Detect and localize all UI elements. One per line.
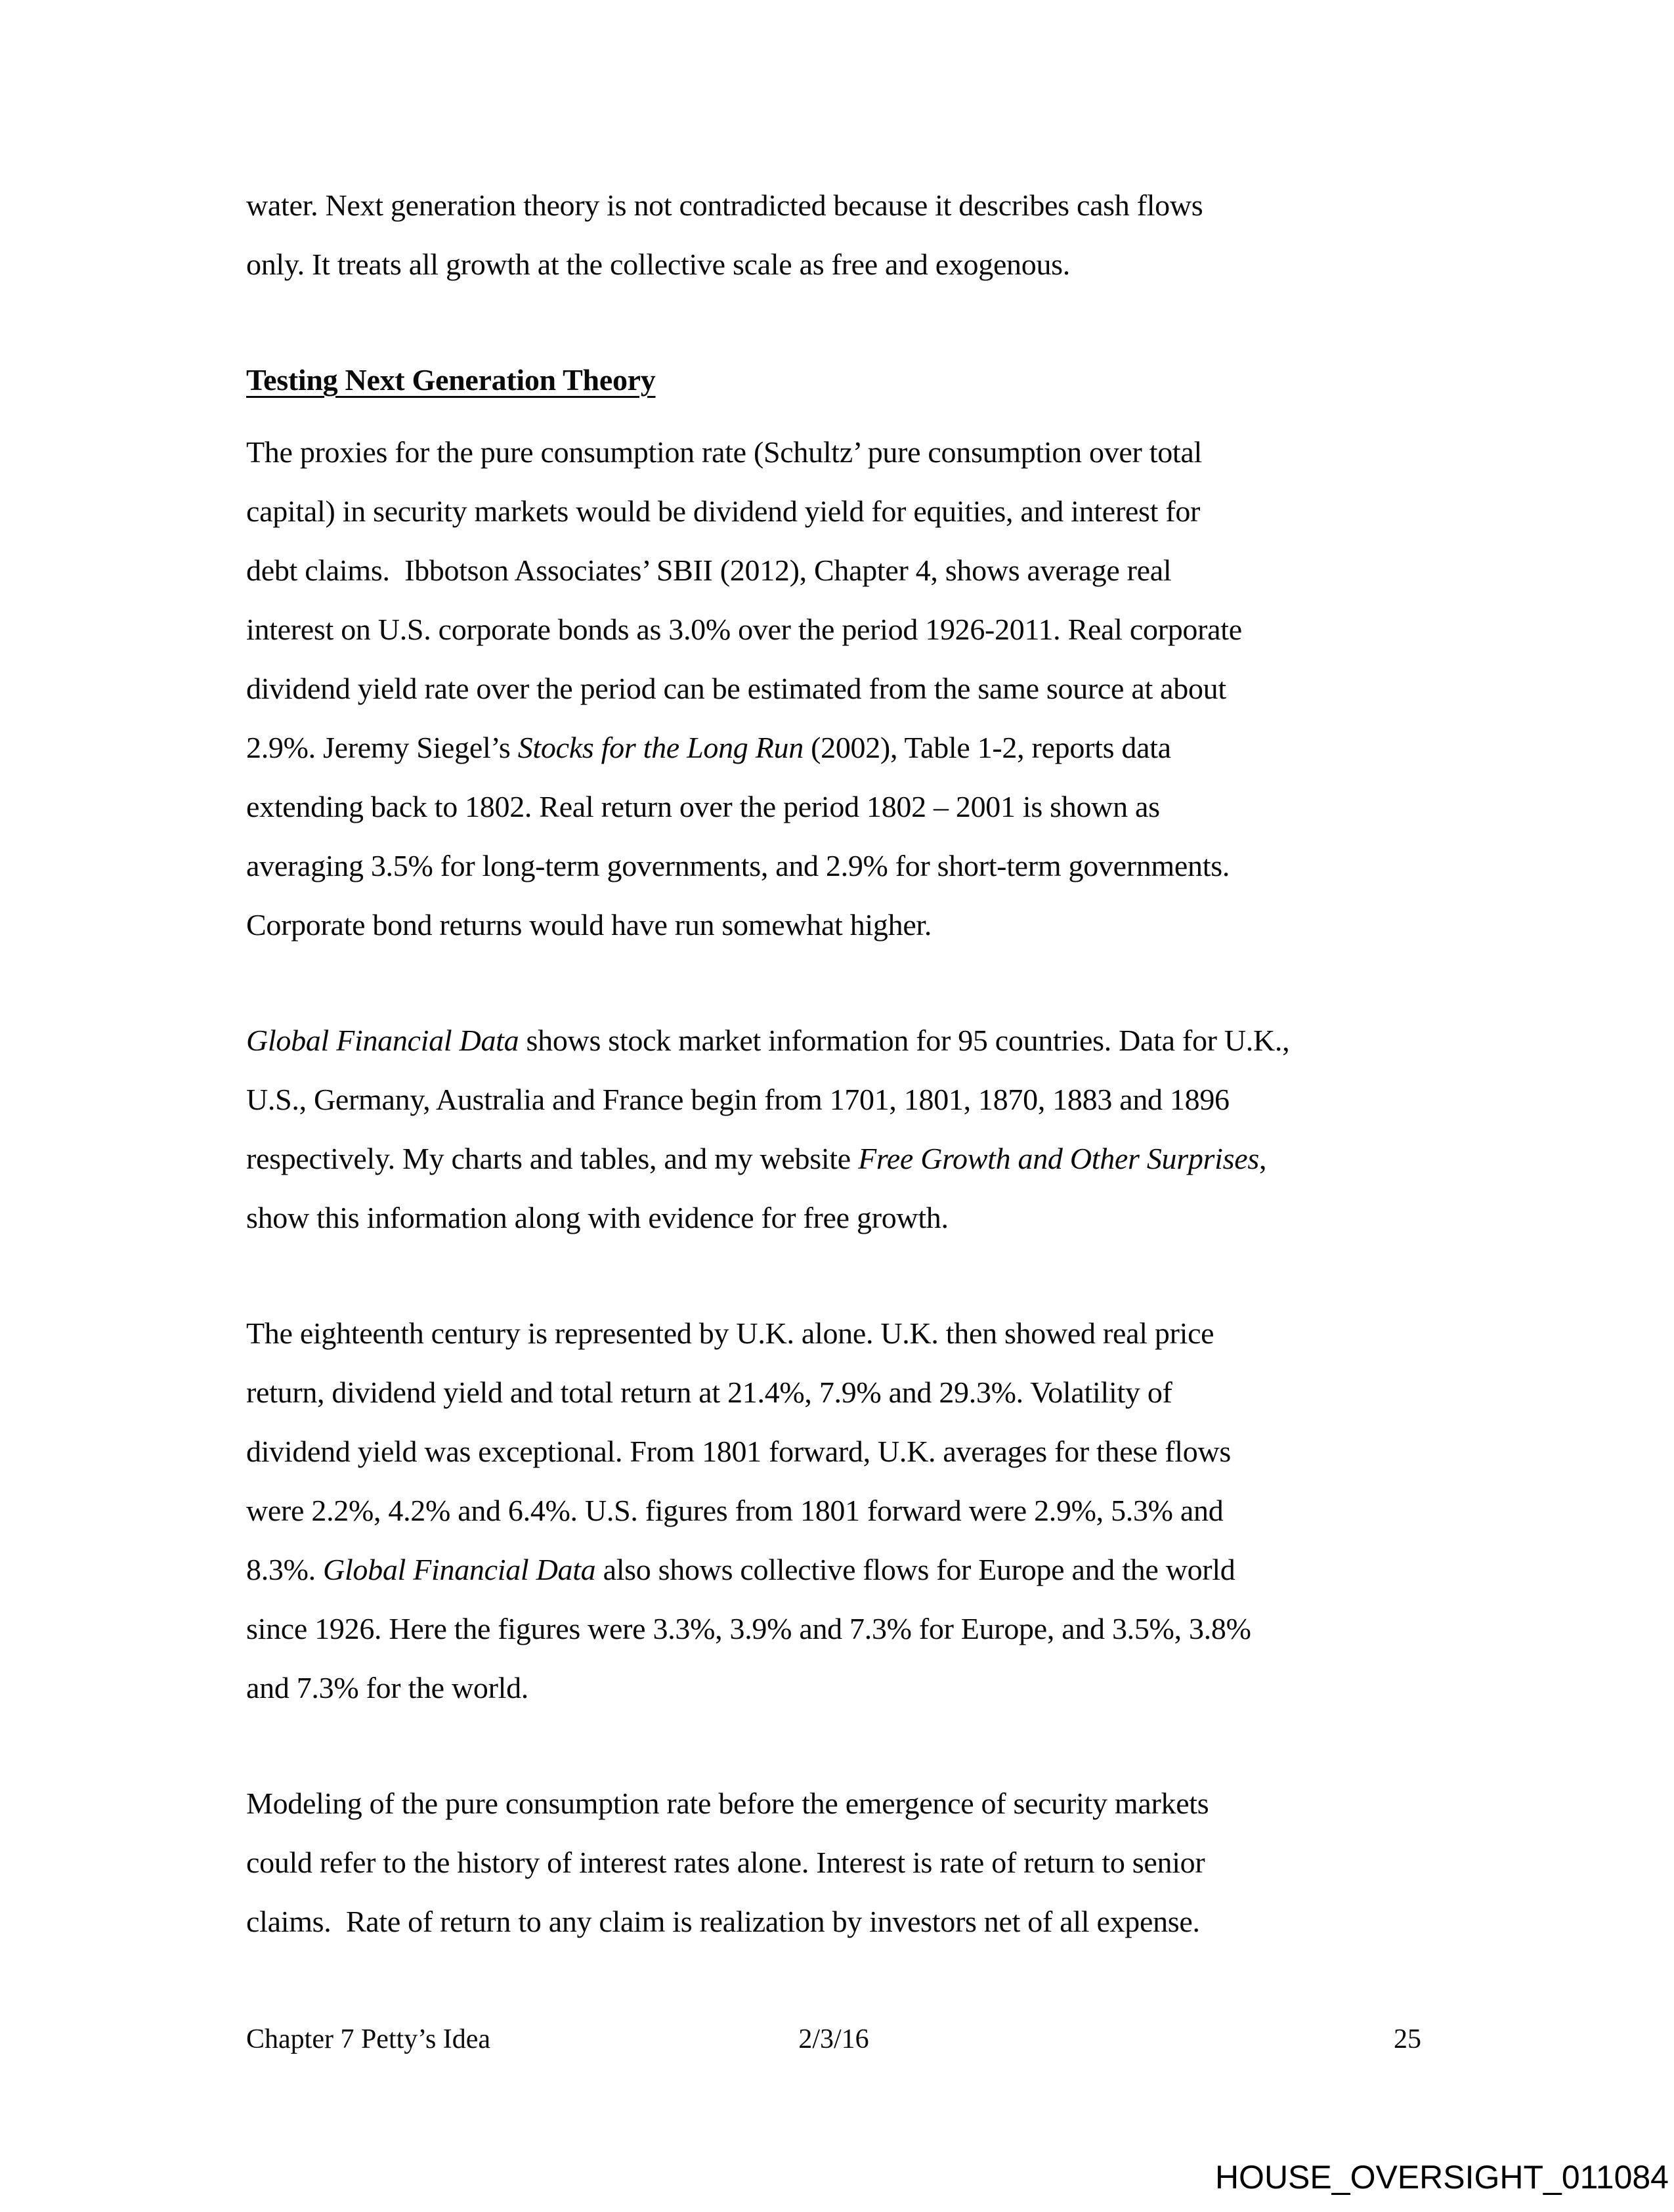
text-line: respectively. My charts and tables, and my website Free Growth and Other Surprises,: [246, 1142, 1267, 1175]
text-line: extending back to 1802. Real return over the period 1802 – 2001 is shown as: [246, 790, 1160, 823]
text-line: interest on U.S. corporate bonds as 3.0% over the period 1926-2011. Real corporate: [246, 613, 1242, 646]
text-line: 2.9%. Jeremy Siegel’s Stocks for the Long Run (2002), Table 1-2, reports data: [246, 731, 1171, 764]
section-heading: [246, 351, 1434, 410]
text-line: only. It treats all growth at the collective scale as free and exogenous.: [246, 248, 1070, 281]
text-line: Corporate bond returns would have run somewhat higher.: [246, 908, 932, 942]
text-line: Modeling of the pure consumption rate before the emergence of security markets: [246, 1787, 1209, 1820]
text-line: averaging 3.5% for long-term governments, and 2.9% for short-term governments.: [246, 849, 1230, 882]
footer-page-number: 25: [1394, 2024, 1422, 2054]
paragraph: [246, 1774, 1434, 1951]
document-body: [246, 176, 1434, 2008]
text-line: could refer to the history of interest rates alone. Interest is rate of return to senior: [246, 1846, 1205, 1879]
footer-date: 2/3/16: [798, 2024, 869, 2054]
text-line: were 2.2%, 4.2% and 6.4%. U.S. figures from 1801 forward were 2.9%, 5.3% and: [246, 1494, 1224, 1527]
text-line: water. Next generation theory is not contradicted because it describes cash flows: [246, 188, 1203, 222]
text-line: The eighteenth century is represented by U.K. alone. U.K. then showed real price: [246, 1316, 1214, 1350]
text-line: show this information along with evidence for free growth.: [246, 1201, 949, 1234]
text-line: Testing Next Generation Theory: [246, 363, 656, 397]
text-line: U.S., Germany, Australia and France begin from 1701, 1801, 1870, 1883 and 1896: [246, 1083, 1230, 1116]
paragraph: [246, 423, 1434, 955]
text-line: The proxies for the pure consumption rate (Schultz’ pure consumption over total: [246, 435, 1202, 469]
paragraph: [246, 1011, 1434, 1247]
text-line: return, dividend yield and total return at 21.4%, 7.9% and 29.3%. Volatility of: [246, 1376, 1172, 1409]
text-line: debt claims. Ibbotson Associates’ SBII (2012), Chapter 4, shows average real: [246, 553, 1172, 587]
paragraph: [246, 1304, 1434, 1718]
page-footer: [246, 2010, 1421, 2069]
text-line: Global Financial Data shows stock market information for 95 countries. Data for U.K.,: [246, 1024, 1290, 1057]
paragraph: [246, 176, 1434, 294]
text-line: dividend yield was exceptional. From 1801 forward, U.K. averages for these flows: [246, 1435, 1231, 1468]
bates-stamp: HOUSE_OVERSIGHT_011084: [1214, 2159, 1669, 2196]
text-line: dividend yield rate over the period can be estimated from the same source at about: [246, 672, 1226, 705]
text-line: claims. Rate of return to any claim is realization by investors net of all expense.: [246, 1905, 1200, 1938]
text-line: and 7.3% for the world.: [246, 1671, 528, 1704]
text-line: capital) in security markets would be dividend yield for equities, and interest for: [246, 494, 1201, 528]
text-line: since 1926. Here the figures were 3.3%, 3.9% and 7.3% for Europe, and 3.5%, 3.8%: [246, 1612, 1251, 1645]
footer-chapter-title: Chapter 7 Petty’s Idea: [246, 2024, 491, 2054]
text-line: 8.3%. Global Financial Data also shows collective flows for Europe and the world: [246, 1553, 1235, 1586]
